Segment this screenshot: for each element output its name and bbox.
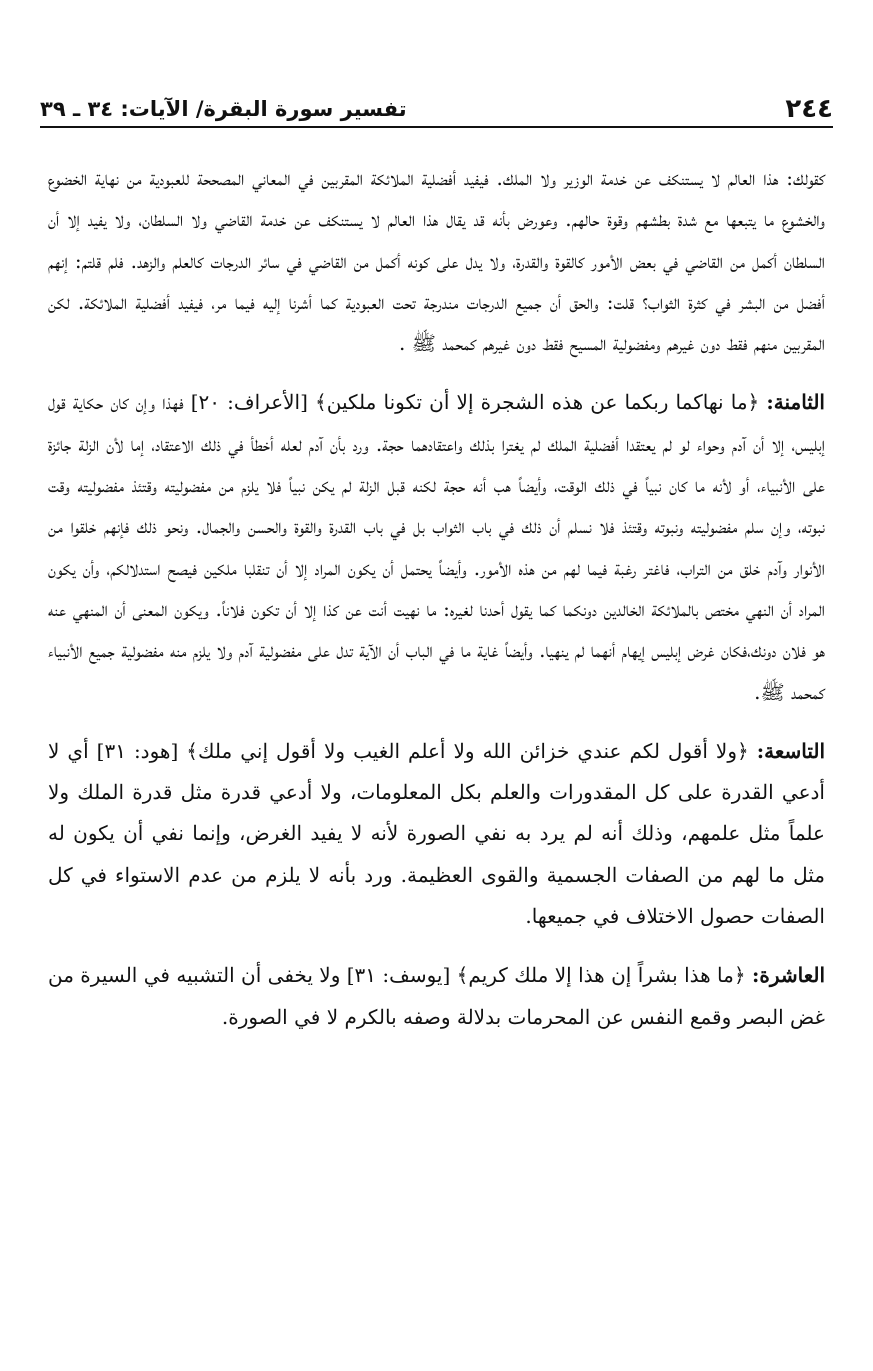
paragraph-text: كقولك: هذا العالم لا يستنكف عن خدمة الوزير ولا الملك. فيفيد أفضلية الملائكة المقربين في المعاني المصححة للعبودية من نهاية الخضوع والخشوع ما يتبعها مع شدة بطشهم وقوة حالهم. وعورض بأنه قد يقال هذا العالم لا يستنكف عن خدمة القاضي ولا السلطان، ولا يفيد إلا أن السلطان أكمل من القاضي في بعض الأمور كالقوة والقدرة، ولا يدل على كونه أكمل من القاضي في سائر الدرجات كالعلم والزهد. فلم قلتم: إنهم أفضل من البشر في كثرة الثواب؟ قلت: والحق أن جميع الدرجات مندرجة تحت العبودية كما أشرنا إليه فيما مر، فيفيد أفضلية الملائكة. لكن المقربين منهم فقط دون غيرهم ومفضولية المسيح فقط دون غيرهم كمحمد ﷺ . — [48, 166, 825, 356]
paragraph-intro — [48, 158, 825, 364]
paragraph-text: ﴿ولا أقول لكم عندي خزائن الله ولا أعلم الغيب ولا أقول إني ملك﴾ [هود: ٣١] أي لا أدعي القدرة على كل المقدورات والعلم بكل المعلومات، ولا أدعي قدرة مثل قدرة الملك ولا علماً مثل علمهم، وذلك أنه لم يرد به نفي الصورة لأنه لا يفيد الغرض، وإنما نفي أن يكون له مثل ما لهم من الصفات الجسمية والقوى العظيمة. ورد بأنه لا يلزم من عدم الاستواء في كل الصفات حصول الاختلاف في جميعها. — [48, 738, 825, 929]
paragraph-tenth — [48, 955, 825, 1038]
paragraph-text: ﴿ما هذا بشراً إن هذا إلا ملك كريم﴾ [يوسف: ٣١] ولا يخفى أن التشبيه في السيرة من غض البصر وقمع النفس عن المحرمات بدلالة وصفه بالكرم لا في الصورة. — [48, 963, 825, 1029]
page-body — [48, 158, 825, 1038]
paragraph-label: العاشرة: — [751, 963, 825, 988]
paragraph-text: ﴿ما نهاكما ربكما عن هذه الشجرة إلا أن تكونا ملكين﴾ [الأعراف: ٢٠] فهذا وإن كان حكاية قول إبليس، إلا أن آدم وحواء لو لم يعتقدا أفضلية الملك لم يغترا بذلك واعتقادهما حجة. ورد بأن آدم لعله أخطأ في ذلك الاعتقاد، إما لأن الزلة جائزة على الأنبياء، أو لأنه ما كان نبياً في ذلك الوقت، وأيضاً هب أنه حجة لكنه قبل الزلة لم يكن نبياً فلا يلزم من مفضوليته وقتئذ مفضوليته وقت نبوته، وإن سلم مفضوليته ونبوته وقتئذ فلا نسلم أن ذلك في باب الثواب بل في باب القدرة والقوة والحسن والجمال. ونحو ذلك فإنهم خلقوا من الأنوار وآدم خلق من التراب، فاغتر رغبة فيما لهم من هذه الأمور. وأيضاً يحتمل أن يكون المراد إلا أن تنقلبا ملكين فيصح استدلالكم، وأن يكون المراد أن النهي مختص بالملائكة الخالدين دونكما كما يقول أحدنا لغيره: ما نهيت أنت عن كذا إلا أن تكون فلاناً. ويكون المعنى أن المنهي عنه هو فلان دونك،فكان غرض إبليس إيهام أنهما لم ينهيا. وأيضاً غاية ما في الباب أن الآية تدل على مفضولية آدم ولا يلزم منه مفضولية جميع الأنبياء كمحمد ﷺ. — [48, 390, 825, 704]
running-title: تفسير سورة البقرة/ الآيات: ٣٤ ـ ٣٩ — [40, 97, 407, 121]
page-header — [40, 92, 833, 128]
paragraph-label: الثامنة: — [766, 390, 825, 415]
paragraph-label: التاسعة: — [756, 738, 826, 763]
paragraph-eighth — [48, 382, 825, 712]
paragraph-ninth — [48, 731, 825, 937]
page-number: ٢٤٤ — [785, 94, 833, 124]
